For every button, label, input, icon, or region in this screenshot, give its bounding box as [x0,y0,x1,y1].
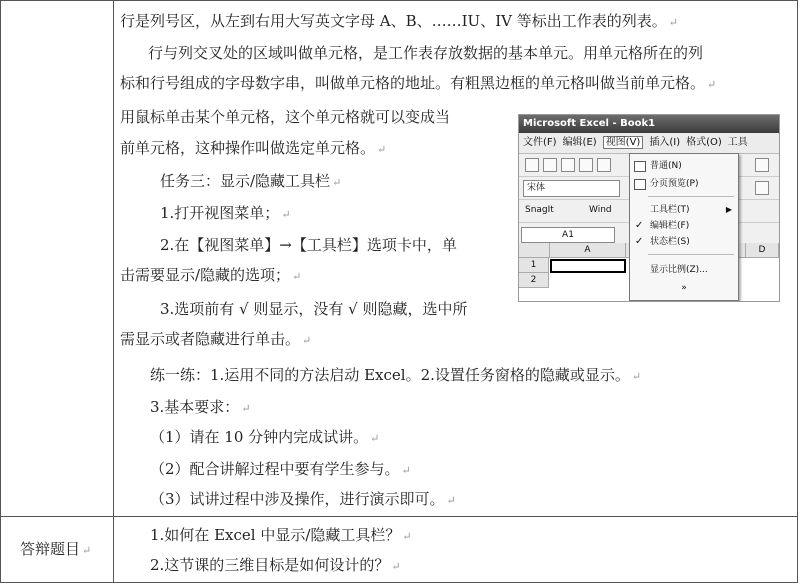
question-text: 2.这节课的三维目标是如何设计的？ [150,556,390,574]
menu-item-toolbars[interactable] [630,202,738,218]
paragraph-text: 任务三：显示/隐藏工具栏 [160,172,331,190]
step [160,300,468,318]
window-label[interactable]: Wind [589,205,612,215]
menu-item-label: 状态栏(S) [650,237,690,247]
menu-item-formula-bar[interactable] [630,218,738,234]
submenu-arrow-icon: ▶ [725,205,732,214]
excel-screenshot [518,114,780,302]
step [120,266,301,286]
save-icon[interactable] [561,158,575,172]
open-icon[interactable] [543,158,557,172]
paragraph-text: 击需要显示/隐藏的选项； [120,266,291,284]
menu-tools[interactable]: 工具 [727,137,748,148]
return-mark: ↵ [292,270,302,283]
normal-view-icon [634,161,646,172]
paragraph-text: 练一练：1.运用不同的方法启动 Excel。2.设置任务窗格的隐藏或显示。 [150,366,630,384]
row-header-1[interactable]: 1 [519,258,549,273]
step [160,204,291,224]
menu-item-label: 普通(N) [650,161,682,171]
snagit-label[interactable]: SnagIt [525,205,554,215]
menu-item-page-break[interactable] [630,176,738,192]
row-header-2[interactable]: 2 [519,273,549,288]
preview-icon[interactable] [597,158,611,172]
paragraph-text: 用鼠标单击某个单元格，这个单元格就可以变成当 [120,108,451,126]
return-mark: ↵ [377,143,387,156]
format-painter-icon[interactable] [755,158,769,172]
question-text: 1.如何在 Excel 中显示/隐藏工具栏？ [150,526,401,544]
column-header-a[interactable]: A [550,243,626,258]
view-menu-dropdown [629,153,739,301]
column-divider [113,0,114,583]
active-cell[interactable] [550,259,626,273]
paragraph-text: 1.打开视图菜单； [160,204,280,222]
menu-view[interactable]: 视图(V) [603,136,644,149]
requirement [150,428,379,448]
menu-item-label: 编辑栏(F) [650,221,690,231]
paragraph-text: 需显示或者隐藏进行单击。 [120,330,301,348]
step [160,236,457,254]
paragraph-text: （2）配合讲解过程中要有学生参与。 [150,460,400,478]
paragraph [120,139,386,159]
paragraph-text: 标和行号组成的字母数字串，叫做单元格的地址。有粗黑边框的单元格叫做当前单元格。 [120,74,706,92]
return-mark: ↵ [707,78,717,91]
return-mark: ↵ [281,208,291,221]
expand-chevron-icon: » [681,283,687,293]
return-mark: ↵ [401,464,411,477]
check-icon: ✓ [635,236,644,247]
print-icon[interactable] [579,158,593,172]
excel-menu-bar [519,133,779,154]
paragraph-text: （3）试讲过程中涉及操作，进行演示即可。 [150,490,445,508]
paragraph [120,108,450,126]
paragraph-text: 3.选项前有 √ 则显示，没有 √ 则隐藏，选中所 [160,300,468,318]
defense-question [150,556,401,576]
check-icon: ✓ [635,220,644,231]
return-mark: ↵ [370,432,380,445]
return-mark: ↵ [332,176,342,189]
font-select[interactable]: 宋体 [523,180,620,197]
row-divider [0,516,798,517]
column-header-d[interactable]: D [746,243,779,258]
defense-label [20,540,91,560]
return-mark: ↵ [668,16,678,29]
menu-item-label: 显示比例(Z)... [650,265,708,275]
menu-file[interactable]: 文件(F) [523,137,557,148]
return-mark: ↵ [391,560,401,573]
excel-title-bar [519,115,779,133]
defense-label-text: 答辩题目 [20,540,81,558]
paragraph-text: （1）请在 10 分钟内完成试讲。 [150,428,369,446]
return-mark: ↵ [241,402,251,415]
menu-item-normal[interactable] [630,158,738,174]
menu-format[interactable]: 格式(O) [686,137,722,148]
menu-item-status-bar[interactable] [630,234,738,250]
menu-item-zoom[interactable] [630,262,738,278]
excel-title: Microsoft Excel - Book1 [523,118,656,129]
menu-edit[interactable]: 编辑(E) [562,137,597,148]
name-box[interactable]: A1 [521,227,615,243]
menu-expand-icon[interactable] [630,280,738,296]
page-break-icon [634,179,646,190]
requirement [150,490,456,510]
new-icon[interactable] [525,158,539,172]
task-heading [160,172,341,192]
return-mark: ↵ [402,530,412,543]
paragraph [120,12,678,32]
paragraph [120,74,716,94]
paragraph [148,44,703,62]
menu-insert[interactable]: 插入(I) [649,137,681,148]
return-mark: ↵ [302,334,312,347]
menu-separator [648,254,734,255]
practice [150,366,641,386]
menu-item-label: 分页预览(P) [650,179,699,189]
corner-header[interactable] [519,243,550,258]
requirements-heading [150,398,251,418]
paragraph-text: 前单元格，这种操作叫做选定单元格。 [120,139,376,157]
paragraph-text: 2.在【视图菜单】→【工具栏】选项卡中，单 [160,236,457,254]
menu-item-label: 工具栏(T) [650,205,690,215]
return-mark: ↵ [631,370,642,383]
requirement [150,460,411,480]
menu-separator [648,196,734,197]
return-mark: ↵ [446,494,456,507]
return-mark: ↵ [82,544,92,557]
paragraph-text: 行是列号区，从左到右用大写英文字母 A、B、……IU、IV 等标出工作表的列表。 [120,12,667,30]
paragraph-text: 3.基本要求： [150,398,240,416]
align-icon[interactable] [755,181,769,195]
paragraph-text: 行与列交叉处的区域叫做单元格，是工作表存放数据的基本单元。用单元格所在的列 [148,44,704,62]
step [120,330,311,350]
defense-question [150,526,412,546]
